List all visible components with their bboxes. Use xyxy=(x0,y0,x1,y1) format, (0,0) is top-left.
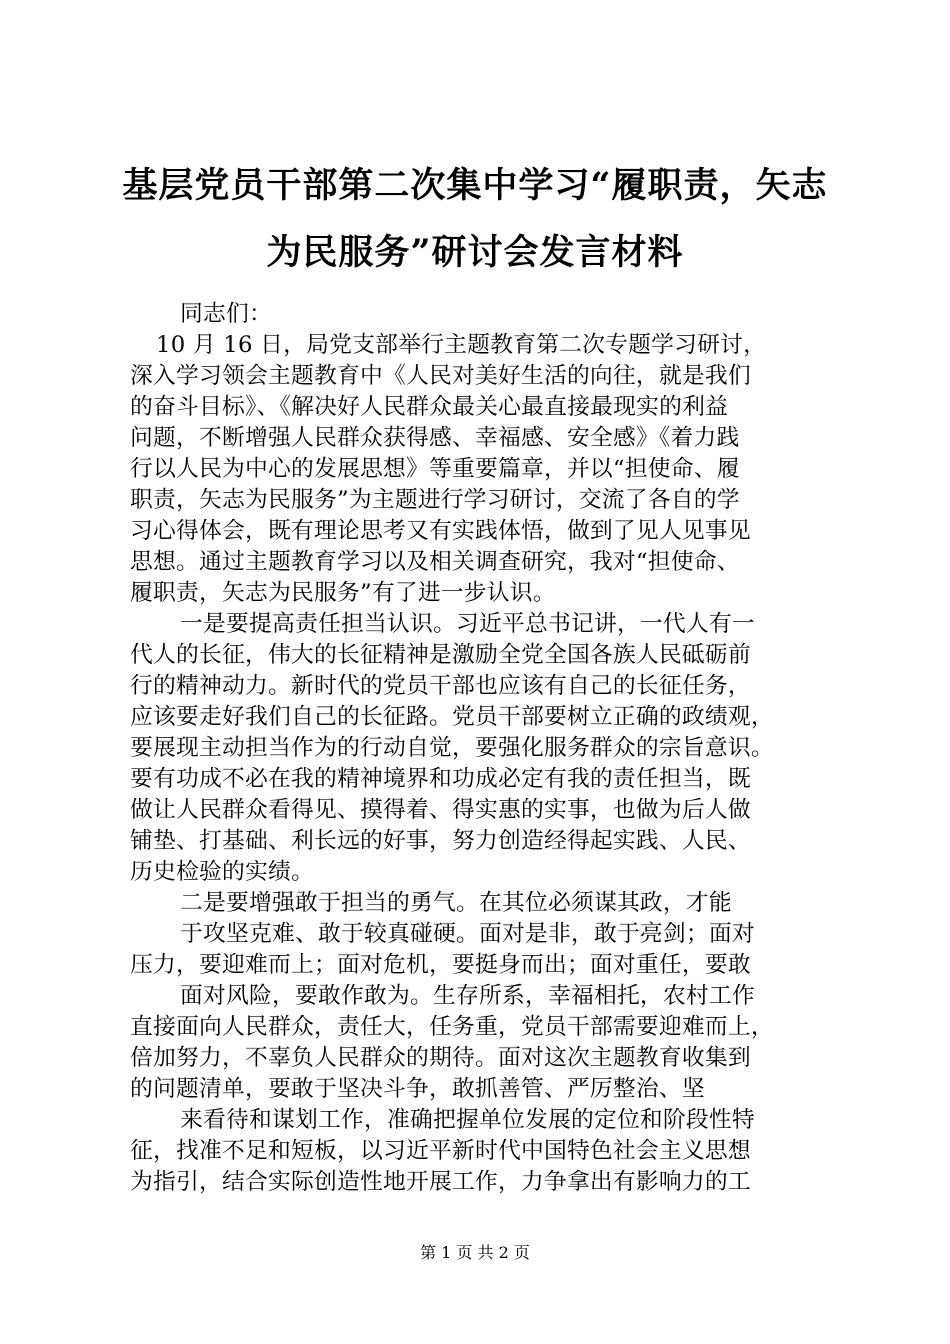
paragraph-line: 压力，要迎难而上；面对危机，要挺身而出；面对重任，要敢 xyxy=(130,952,751,978)
paragraph-line: 面对风险，要敢作敢为。生存所系，幸福相托，农村工作 xyxy=(180,983,755,1009)
paragraph-line: 思想。通过主题教育学习以及相关调查研究，我对“担使命、 xyxy=(130,549,740,575)
paragraph-line: 铺垫、打基础、利长远的好事，努力创造经得起实践、人民、 xyxy=(130,828,751,854)
paragraph-line: 做让人民群众看得见、摸得着、得实惠的实事，也做为后人做 xyxy=(130,797,751,823)
paragraph-line: 为指引，结合实际创造性地开展工作，力争拿出有影响力的工 xyxy=(130,1169,751,1195)
paragraph-line: 历史检验的实绩。 xyxy=(130,859,314,885)
greeting-line: 同志们： xyxy=(180,301,272,327)
paragraph-line: 一是要提高责任担当认识。习近平总书记讲，一代人有一 xyxy=(180,611,755,637)
paragraph-line: 履职责，矢志为民服务”有了进一步认识。 xyxy=(130,580,556,606)
paragraph-line: 行以人民为中心的发展思想》等重要篇章，并以“担使命、履 xyxy=(130,456,740,482)
paragraph-line: 于攻坚克难、敢于较真碰硬。面对是非，敢于亮剑；面对 xyxy=(180,921,755,947)
document-title-line-1: 基层党员干部第二次集中学习“履职责，矢志 xyxy=(122,165,828,206)
paragraph-line: 行的精神动力。新时代的党员干部也应该有自己的长征任务， xyxy=(130,673,751,699)
page-footer: 第 1 页 共 2 页 xyxy=(420,1243,530,1262)
paragraph-line: 的问题清单，要敢于坚决斗争，敢抓善管、严厉整治、坚 xyxy=(130,1076,705,1102)
paragraph-line: 要有功成不必在我的精神境界和功成必定有我的责任担当，既 xyxy=(130,766,751,792)
document-body xyxy=(130,299,850,1198)
paragraph-line: 代人的长征，伟大的长征精神是激励全党全国各族人民砥砺前 xyxy=(130,642,751,668)
paragraph-line: 问题，不断增强人民群众获得感、幸福感、安全感》《着力践 xyxy=(130,425,740,451)
paragraph-line: 征，找准不足和短板，以习近平新时代中国特色社会主义思想 xyxy=(130,1138,751,1164)
paragraph-line: 应该要走好我们自己的长征路。党员干部要树立正确的政绩观， xyxy=(130,704,774,730)
paragraph-line: 来看待和谋划工作，准确把握单位发展的定位和阶段性特 xyxy=(180,1107,755,1133)
paragraph-line: 习心得体会，既有理论思考又有实践体悟，做到了见人见事见 xyxy=(130,518,751,544)
paragraph-line: 深入学习领会主题教育中《人民对美好生活的向往，就是我们 xyxy=(130,363,751,389)
paragraph-line: 10 月 16 日，局党支部举行主题教育第二次专题学习研讨， xyxy=(156,332,767,358)
document-title-line-2: 为民服务”研讨会发言材料 xyxy=(266,232,684,273)
paragraph-line: 直接面向人民群众，责任大，任务重，党员干部需要迎难而上， xyxy=(130,1014,774,1040)
paragraph-line: 职责，矢志为民服务”为主题进行学习研讨，交流了各自的学 xyxy=(130,487,740,513)
paragraph-line: 倍加努力，不辜负人民群众的期待。面对这次主题教育收集到 xyxy=(130,1045,751,1071)
paragraph-line: 的奋斗目标》、《解决好人民群众最关心最直接最现实的利益 xyxy=(130,394,729,420)
paragraph-line: 要展现主动担当作为的行动自觉，要强化服务群众的宗旨意识。 xyxy=(130,735,774,761)
paragraph-line: 二是要增强敢于担当的勇气。在其位必须谋其政，才能 xyxy=(180,890,732,916)
